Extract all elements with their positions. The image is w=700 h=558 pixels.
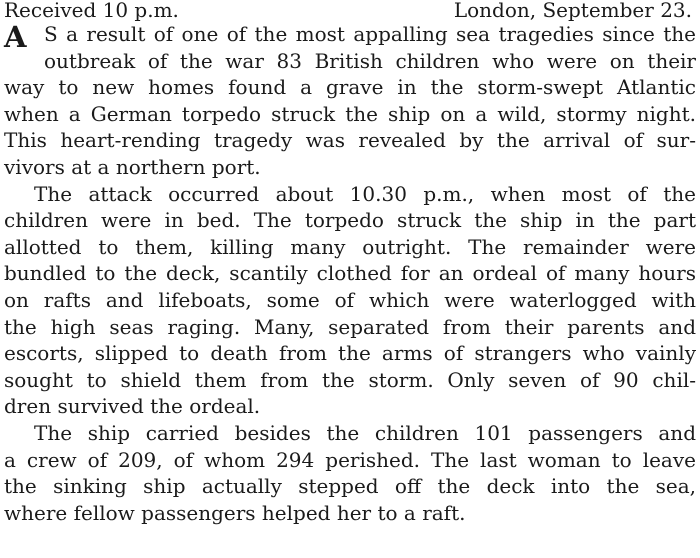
article-line-15: dren survived the ordeal.	[4, 394, 261, 419]
article-line-16: The ship carried besides the children 101 passengers and	[34, 420, 696, 445]
location-date: London, September 23.	[453, 0, 692, 22]
article-line-1	[4, 20, 696, 54]
article-line-11: on rafts and lifeboats, some of which were waterlogged with	[4, 287, 696, 312]
article-line-19: where fellow passengers helped her to a raft.	[4, 500, 466, 525]
article-line-5: This heart-rending tragedy was revealed by the arrival of sur-	[4, 128, 696, 153]
received-time: Received 10 p.m.	[4, 0, 179, 22]
article-line-17: a crew of 209, of whom 294 perished. The last woman to leave	[4, 447, 696, 472]
dateline	[4, 0, 692, 22]
article-line-4: when a German torpedo struck the ship on a wild, stormy night.	[4, 101, 696, 126]
article-line-3: way to new homes found a grave in the storm-swept Atlantic	[4, 75, 696, 100]
article-line-14: sought to shield them from the storm. Only seven of 90 chil-	[4, 367, 696, 392]
drop-cap: A	[4, 20, 27, 54]
article-line-9: allotted to them, killing many outright. The remainder were	[4, 234, 696, 259]
article-line-1-text: S a result of one of the most appalling sea tragedies since the	[44, 22, 696, 46]
article-line-2: outbreak of the war 83 British children who were on their	[44, 48, 696, 73]
article-line-7: The attack occurred about 10.30 p.m., when most of the	[34, 181, 696, 206]
article-line-8: children were in bed. The torpedo struck the ship in the part	[4, 208, 696, 233]
article-line-6: vivors at a northern port.	[4, 154, 261, 179]
article-line-10: bundled to the deck, scantily clothed for an ordeal of many hours	[4, 261, 696, 286]
article-body	[4, 21, 696, 526]
article-line-18: the sinking ship actually stepped off the deck into the sea,	[4, 474, 696, 499]
article-line-13: escorts, slipped to death from the arms of strangers who vainly	[4, 341, 696, 366]
article-line-12: the high seas raging. Many, separated from their parents and	[4, 314, 696, 339]
